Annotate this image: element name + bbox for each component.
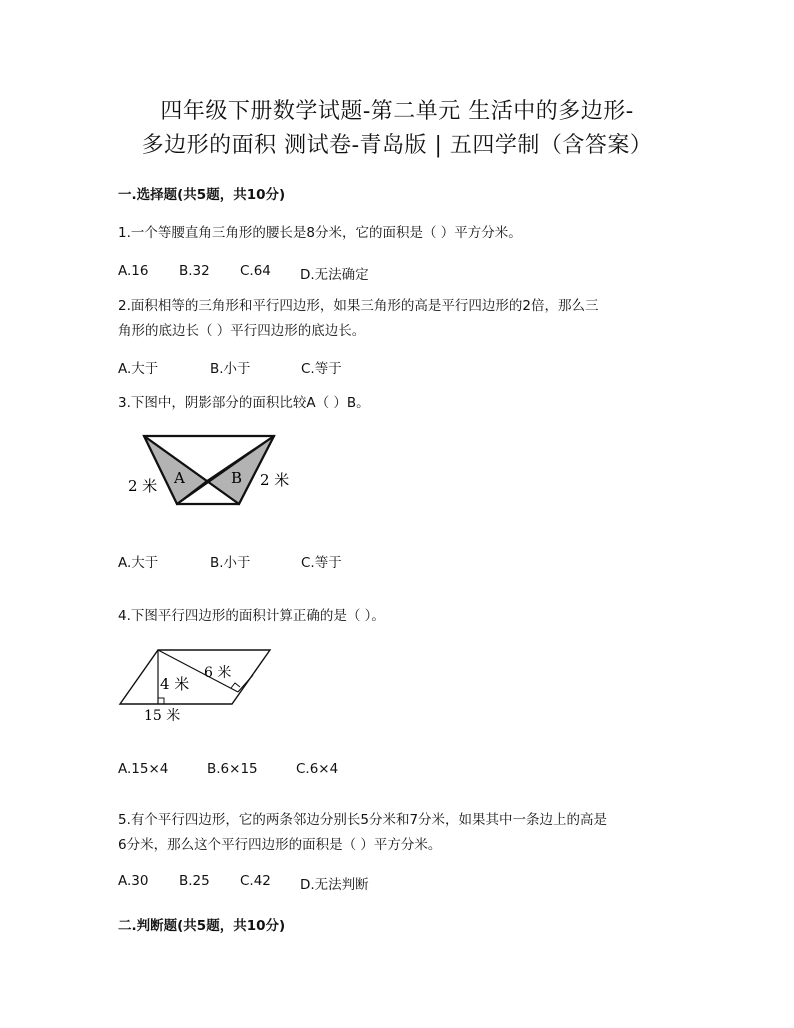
question-5-line-1: 5.有个平行四边形，它的两条邻边分别长5分米和7分米，如果其中一条边上的高是 — [118, 812, 608, 828]
title-line-1: 四年级下册数学试题-第二单元 生活中的多边形- — [160, 99, 634, 124]
option: C.等于 — [301, 555, 342, 571]
option: A.大于 — [118, 361, 159, 377]
option: B.6×15 — [207, 761, 258, 777]
parallelogram-outline — [120, 650, 270, 704]
question-5-line-2: 6分米，那么这个平行四边形的面积是（ ）平方分米。 — [118, 837, 442, 853]
question-3: 3.下图中，阴影部分的面积比较A（ ）B。 — [118, 395, 370, 411]
question-4: 4.下图平行四边形的面积计算正确的是（ ）。 — [118, 608, 385, 624]
option: B.小于 — [210, 361, 251, 377]
question-5 — [118, 808, 678, 858]
diagonal-height-line — [238, 675, 253, 692]
label-a: A — [174, 469, 185, 487]
option: C.6×4 — [296, 761, 339, 777]
parallelogram-figure — [118, 644, 278, 728]
section-heading-choice: 一.选择题(共5题，共10分) — [118, 187, 286, 203]
option: A.15×4 — [118, 761, 169, 777]
option: B.25 — [179, 873, 210, 889]
section-heading-judgement: 二.判断题(共5题，共10分) — [118, 918, 286, 934]
diag-height-label: 6 米 — [204, 665, 232, 681]
left-length-label: 2 米 — [128, 477, 158, 495]
option: C.64 — [240, 263, 271, 279]
question-2 — [118, 294, 678, 344]
question-1: 1.一个等腰直角三角形的腰长是8分米，它的面积是（ ）平方分米。 — [118, 225, 522, 241]
right-angle-mark — [231, 683, 240, 688]
option: B.小于 — [210, 555, 251, 571]
title-line-2: 多边形的面积 测试卷-青岛版 | 五四学制（含答案） — [141, 133, 653, 158]
option: A.大于 — [118, 555, 159, 571]
option: D.无法确定 — [300, 267, 369, 283]
option: A.30 — [118, 873, 149, 889]
option: C.等于 — [301, 361, 342, 377]
shaded-area-figure — [118, 430, 300, 512]
label-b: B — [231, 469, 243, 487]
right-angle-mark — [158, 698, 164, 704]
question-2-line-2: 角形的底边长（ ）平行四边形的底边长。 — [118, 323, 366, 339]
base-label: 15 米 — [144, 708, 181, 724]
option: C.42 — [240, 873, 271, 889]
height-label: 4 米 — [160, 675, 190, 693]
right-length-label: 2 米 — [260, 471, 290, 489]
option: D.无法判断 — [300, 877, 369, 893]
option: A.16 — [118, 263, 149, 279]
option: B.32 — [179, 263, 210, 279]
question-2-line-1: 2.面积相等的三角形和平行四边形，如果三角形的高是平行四边形的2倍，那么三 — [118, 298, 599, 314]
